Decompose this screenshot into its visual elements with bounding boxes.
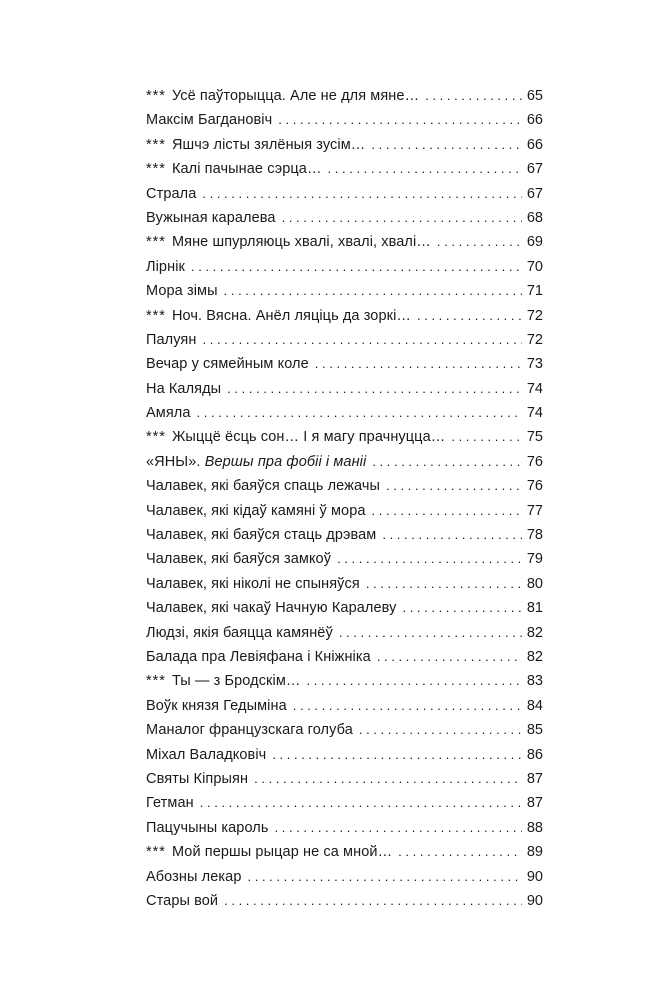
toc-entry-title xyxy=(146,889,218,913)
toc-entry-title-text: Жыццё ёсць сон… І я магу прачнуцца… xyxy=(171,429,446,446)
toc-entry-title-text: Амяла xyxy=(146,405,191,422)
toc-entry-title xyxy=(146,596,396,620)
toc-entry xyxy=(146,450,543,474)
toc-entry-page-number: 73 xyxy=(526,356,543,373)
toc-entry-asterisks: *** xyxy=(146,234,166,251)
toc-entry-title xyxy=(146,621,333,645)
toc-entry-page-number: 67 xyxy=(526,161,543,178)
toc-entry-title xyxy=(146,669,300,693)
toc-entry-title xyxy=(146,865,242,889)
toc-entry-page-number: 89 xyxy=(526,844,543,861)
toc-dot-leader xyxy=(372,450,522,474)
toc-entry-title-text: Чалавек, які чакаў Начную Каралеву xyxy=(146,600,397,617)
toc-entry-page-number: 74 xyxy=(526,405,543,422)
toc-entry-title-text: Гетман xyxy=(146,795,194,812)
toc-entry-page-number: 66 xyxy=(526,136,543,153)
toc-entry-page-number: 90 xyxy=(526,892,543,909)
toc-entry-title xyxy=(146,182,196,206)
toc-entry-page-number: 72 xyxy=(526,331,543,348)
toc-entry xyxy=(146,840,543,864)
toc-entry xyxy=(146,596,543,620)
toc-entry xyxy=(146,279,543,303)
toc-entry-title-text: Ноч. Вясна. Анёл ляціць да зоркі… xyxy=(171,307,411,324)
toc-dot-leader xyxy=(339,621,522,645)
toc-entry-title xyxy=(146,499,366,523)
toc-dot-leader xyxy=(425,84,522,108)
toc-dot-leader xyxy=(275,816,522,840)
toc-entry xyxy=(146,791,543,815)
toc-entry-title xyxy=(146,133,365,157)
toc-dot-leader xyxy=(398,840,522,864)
toc-entry-title-text: Мора зімы xyxy=(146,283,218,300)
toc-entry-title xyxy=(146,352,309,376)
toc-dot-leader xyxy=(224,279,522,303)
toc-entry-page-number: 82 xyxy=(526,624,543,641)
toc-entry-page-number: 77 xyxy=(526,502,543,519)
toc-entry xyxy=(146,377,543,401)
toc-entry-page-number: 82 xyxy=(526,648,543,665)
toc-entry-page-number: 76 xyxy=(526,453,543,470)
toc-entry xyxy=(146,206,543,230)
toc-entry-title xyxy=(146,157,322,181)
toc-entry-title-text: Балада пра Левіяфана і Кніжніка xyxy=(146,648,371,665)
toc-entry-title xyxy=(146,840,392,864)
toc-entry-title-text: Вужыная каралева xyxy=(146,209,276,226)
toc-entry-title xyxy=(146,401,191,425)
toc-dot-leader xyxy=(306,669,522,693)
toc-dot-leader xyxy=(203,328,523,352)
toc-entry-page-number: 81 xyxy=(526,600,543,617)
toc-entry xyxy=(146,816,543,840)
toc-entry-title-text: Людзі, якія баяцца камянёў xyxy=(146,624,333,641)
toc-dot-leader xyxy=(366,572,522,596)
toc-dot-leader xyxy=(278,108,522,132)
table-of-contents xyxy=(146,84,543,913)
toc-entry-title-text: Маналог французскага голуба xyxy=(146,722,353,739)
toc-entry-title xyxy=(146,230,431,254)
toc-entry-asterisks: *** xyxy=(146,88,166,104)
toc-entry xyxy=(146,718,543,742)
toc-dot-leader xyxy=(282,206,522,230)
toc-entry xyxy=(146,645,543,669)
toc-entry-title-text: На Каляды xyxy=(146,380,222,397)
toc-entry-title xyxy=(146,304,411,328)
toc-entry-page-number: 74 xyxy=(526,380,543,397)
toc-entry xyxy=(146,401,543,425)
toc-entry xyxy=(146,767,543,791)
toc-entry xyxy=(146,304,543,328)
toc-entry xyxy=(146,352,543,376)
toc-entry-page-number: 88 xyxy=(526,819,543,836)
toc-entry-title-text: Святы Кіпрыян xyxy=(146,770,249,787)
toc-entry xyxy=(146,108,543,132)
toc-entry xyxy=(146,889,543,913)
toc-entry-page-number: 84 xyxy=(526,697,543,714)
toc-entry xyxy=(146,474,543,498)
toc-entry-page-number: 68 xyxy=(526,209,543,226)
toc-entry-subtitle: Вершы пра фобіі і маніі xyxy=(204,453,367,470)
toc-entry-title xyxy=(146,572,360,596)
toc-entry xyxy=(146,425,543,449)
toc-entry-title xyxy=(146,328,197,352)
toc-entry-page-number: 72 xyxy=(526,307,543,324)
toc-entry-title xyxy=(146,816,269,840)
toc-dot-leader xyxy=(272,743,522,767)
toc-entry-page-number: 83 xyxy=(526,673,543,690)
toc-entry-page-number: 67 xyxy=(526,185,543,202)
toc-entry-page-number: 86 xyxy=(526,746,543,763)
toc-entry-title xyxy=(146,450,366,474)
toc-dot-leader xyxy=(315,352,522,376)
toc-entry-title-text: Страла xyxy=(146,185,197,202)
toc-entry-title-text: Чалавек, які баяўся стаць дрэвам xyxy=(146,527,377,544)
toc-entry xyxy=(146,157,543,181)
toc-entry-title-text: Чалавек, які баяўся замкоў xyxy=(146,551,332,568)
toc-dot-leader xyxy=(372,499,522,523)
toc-dot-leader xyxy=(359,718,522,742)
toc-entry-title-text: Абозны лекар xyxy=(146,868,242,885)
toc-entry-asterisks: *** xyxy=(146,429,166,446)
toc-entry xyxy=(146,328,543,352)
toc-entry-title xyxy=(146,84,419,108)
toc-entry-page-number: 80 xyxy=(526,575,543,592)
toc-dot-leader xyxy=(417,304,522,328)
toc-entry-title-text: Чалавек, які кідаў камяні ў мора xyxy=(146,502,366,519)
toc-entry-title-text: «ЯНЫ». xyxy=(146,453,201,470)
toc-entry-title xyxy=(146,547,331,571)
toc-dot-leader xyxy=(382,523,522,547)
toc-entry xyxy=(146,743,543,767)
toc-entry xyxy=(146,669,543,693)
toc-entry-asterisks: *** xyxy=(146,161,166,178)
toc-dot-leader xyxy=(191,255,522,279)
toc-entry-title xyxy=(146,279,218,303)
toc-entry-title-text: Яшчэ лісты зялёныя зусім… xyxy=(171,136,366,153)
toc-entry-asterisks: *** xyxy=(146,673,166,690)
toc-dot-leader xyxy=(402,596,522,620)
toc-entry-title xyxy=(146,523,376,547)
toc-entry-page-number: 85 xyxy=(526,722,543,739)
toc-dot-leader xyxy=(386,474,522,498)
toc-entry-title-text: Міхал Валадковіч xyxy=(146,746,267,763)
toc-entry xyxy=(146,230,543,254)
toc-dot-leader xyxy=(202,182,522,206)
toc-entry-title-text: Палуян xyxy=(146,331,197,348)
toc-dot-leader xyxy=(371,133,522,157)
toc-entry-title xyxy=(146,718,353,742)
toc-dot-leader xyxy=(337,547,522,571)
toc-dot-leader xyxy=(224,889,522,913)
toc-entry-title-text: Максім Багдановіч xyxy=(146,112,273,129)
toc-entry-title xyxy=(146,108,272,132)
toc-entry-title-text: Усё паўторыцца. Але не для мяне… xyxy=(171,88,420,104)
toc-dot-leader xyxy=(451,425,522,449)
toc-entry-title-text: Чалавек, які баяўся спаць лежачы xyxy=(146,478,381,495)
toc-entry-page-number: 78 xyxy=(526,527,543,544)
toc-entry-page-number: 70 xyxy=(526,258,543,275)
toc-dot-leader xyxy=(293,694,522,718)
toc-dot-leader xyxy=(437,230,522,254)
toc-entry-title-text: Чалавек, які ніколі не спыняўся xyxy=(146,575,360,592)
toc-entry-page-number: 87 xyxy=(526,795,543,812)
toc-dot-leader xyxy=(227,377,522,401)
toc-entry xyxy=(146,133,543,157)
toc-entry-title xyxy=(146,743,266,767)
toc-entry-title-text: Воўк князя Гедыміна xyxy=(146,697,287,714)
toc-entry-page-number: 87 xyxy=(526,770,543,787)
toc-entry-title xyxy=(146,474,380,498)
toc-entry-title-text: Калі пачынае сэрца… xyxy=(171,161,322,178)
toc-entry-title xyxy=(146,255,185,279)
toc-entry xyxy=(146,523,543,547)
toc-entry-page-number: 90 xyxy=(526,868,543,885)
toc-entry-page-number: 71 xyxy=(526,283,543,300)
toc-entry xyxy=(146,865,543,889)
toc-dot-leader xyxy=(200,791,522,815)
toc-entry-asterisks: *** xyxy=(146,307,166,324)
toc-entry-page-number: 65 xyxy=(526,88,543,104)
toc-entry-title xyxy=(146,425,445,449)
toc-entry xyxy=(146,84,543,108)
toc-entry-title xyxy=(146,645,371,669)
toc-entry-title xyxy=(146,767,248,791)
toc-entry-title xyxy=(146,791,194,815)
toc-entry xyxy=(146,255,543,279)
toc-entry-title xyxy=(146,694,287,718)
toc-entry-page-number: 66 xyxy=(526,112,543,129)
toc-entry-page-number: 76 xyxy=(526,478,543,495)
toc-entry xyxy=(146,694,543,718)
toc-entry-title-text: Вечар у сямейным коле xyxy=(146,356,309,373)
toc-dot-leader xyxy=(197,401,522,425)
toc-entry-asterisks: *** xyxy=(146,844,166,861)
toc-entry xyxy=(146,572,543,596)
toc-entry-asterisks: *** xyxy=(146,136,166,153)
toc-entry-title-text: Ты — з Бродскім… xyxy=(171,673,301,690)
toc-dot-leader xyxy=(248,865,523,889)
toc-entry xyxy=(146,182,543,206)
toc-entry-title xyxy=(146,206,276,230)
toc-entry-title-text: Мой першы рыцар не са мной… xyxy=(171,844,393,861)
toc-entry xyxy=(146,499,543,523)
toc-entry-title xyxy=(146,377,221,401)
toc-dot-leader xyxy=(328,157,522,181)
toc-entry-title-text: Лірнік xyxy=(146,258,185,275)
toc-entry xyxy=(146,621,543,645)
toc-entry-title-text: Мяне шпурляюць хвалі, хвалі, хвалі… xyxy=(171,234,431,251)
toc-dot-leader xyxy=(254,767,522,791)
toc-entry-title-text: Пацучыны кароль xyxy=(146,819,269,836)
toc-entry-page-number: 75 xyxy=(526,429,543,446)
toc-entry-page-number: 69 xyxy=(526,234,543,251)
toc-entry-title-text: Стары вой xyxy=(146,892,219,909)
toc-dot-leader xyxy=(377,645,522,669)
toc-entry-page-number: 79 xyxy=(526,551,543,568)
toc-entry xyxy=(146,547,543,571)
